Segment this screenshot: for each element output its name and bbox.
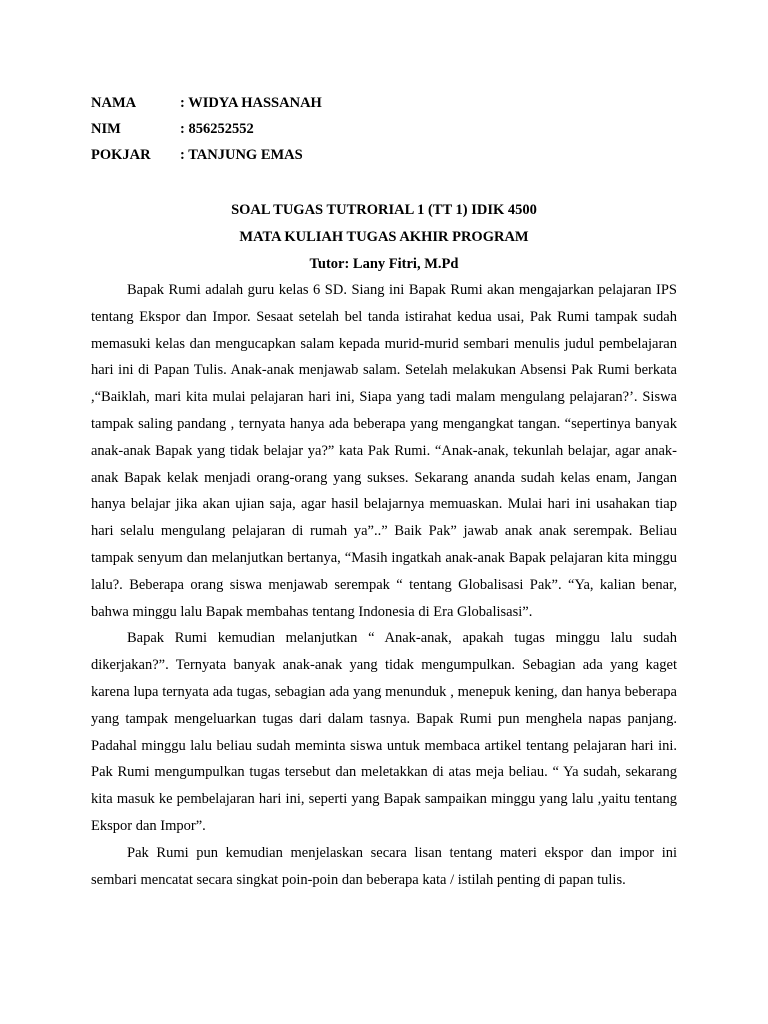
student-identity <box>91 92 691 170</box>
assignment-title: SOAL TUGAS TUTRORIAL 1 (TT 1) IDIK 4500 <box>231 202 537 218</box>
name-label: NAMA <box>91 95 137 111</box>
case-narrative <box>91 277 677 893</box>
pokjar-label: POKJAR <box>91 147 151 163</box>
paragraph: Bapak Rumi adalah guru kelas 6 SD. Siang ini Bapak Rumi akan mengajarkan pelajaran IPS tentang Ekspor dan Impor. Sesaat setelah bel tanda istirahat kedua usai, Pak Rumi tampak sudah memasuki kelas dan mengucapkan salam kepada murid-murid sembari menulis judul pembelajaran hari ini di Papan Tulis. Anak-anak menjawab salam. Setelah melakukan Absensi Pak Rumi berkata ,“Baiklah, mari kita mulai pelajaran hari ini, Siapa yang tadi malam mengulang pelajaran?’. Siswa tampak saling pandang , ternyata hanya ada beberapa yang mengangkat tangan. “sepertinya banyak anak-anak Bapak yang tidak belajar ya?” kata Pak Rumi. “Anak-anak, tekunlah belajar, agar anak-anak Bapak kelak menjadi orang-orang yang sukses. Sekarang ananda sudah kelas enam, Jangan hanya belajar jika akan ujian saja, agar hasil belajarnya memuaskan. Mulai hari ini usahakan tiap hari selalu mengulang pelajaran di rumah ya”..” Baik Pak” jawab anak anak serempak. Beliau tampak senyum dan melanjutkan bertanya, “Masih ingatkah anak-anak Bapak pelajaran kita minggu lalu?. Beberapa orang siswa menjawab serempak “ tentang Globalisasi Pak”. “Ya, kalian benar, bahwa minggu lalu Bapak membahas tentang Indonesia di Era Globalisasi”. <box>91 282 677 620</box>
nim-value: : 856252552 <box>180 121 254 137</box>
pokjar-value: : TANJUNG EMAS <box>180 147 303 163</box>
paragraph: Bapak Rumi kemudian melanjutkan “ Anak-anak, apakah tugas minggu lalu sudah dikerjakan?”. Ternyata banyak anak-anak yang tidak mengumpulkan. Sebagian ada yang kaget karena lupa ternyata ada tugas, sebagian ada yang menunduk , menepuk kening, dan hanya beberapa yang tampak mengeluarkan tugas dari dalam tasnya. Bapak Rumi pun menghela napas panjang. Padahal minggu lalu beliau sudah meminta siswa untuk membaca artikel tentang pelajaran hari ini. Pak Rumi mengumpulkan tugas tersebut dan meletakkan di atas meja beliau. “ Ya sudah, sekarang kita masuk ke pembelajaran hari ini, seperti yang Bapak sampaikan minggu yang lalu ,yaitu tentang Ekspor dan Impor”. <box>91 630 677 834</box>
course-title: MATA KULIAH TUGAS AKHIR PROGRAM <box>239 229 529 245</box>
tutor-name: Tutor: Lany Fitri, M.Pd <box>309 256 459 272</box>
nim-label: NIM <box>91 121 121 137</box>
identity-row-pokjar <box>91 144 691 170</box>
identity-row-name <box>91 92 691 118</box>
paragraph: Pak Rumi pun kemudian menjelaskan secara lisan tentang materi ekspor dan impor ini sembari mencatat secara singkat poin-poin dan beberapa kata / istilah penting di papan tulis. <box>91 844 677 888</box>
document-headings <box>91 199 677 280</box>
identity-row-nim <box>91 118 691 144</box>
name-value: : WIDYA HASSANAH <box>180 95 322 111</box>
